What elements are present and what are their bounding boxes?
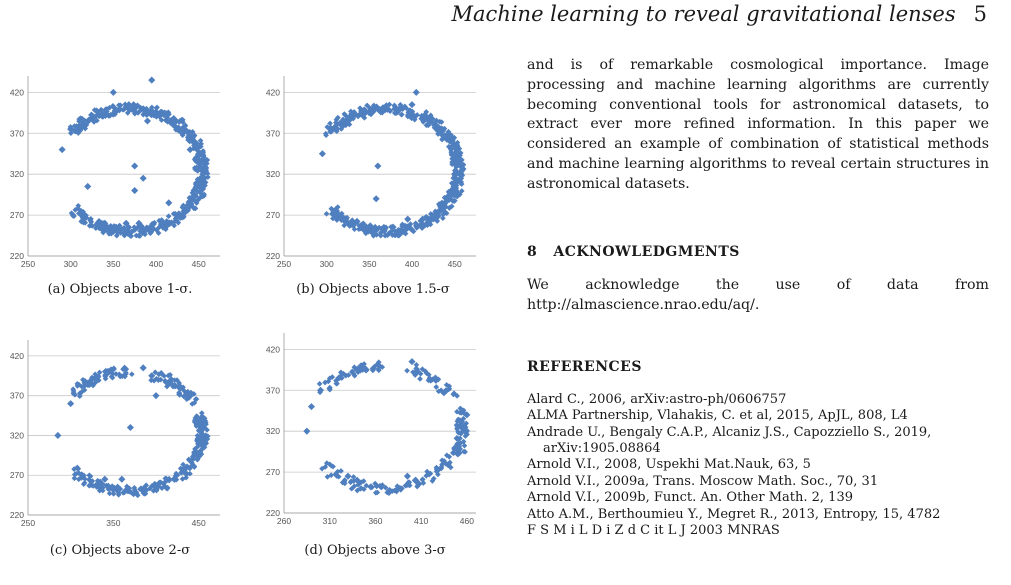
y-tick-label: 420: [265, 344, 280, 355]
y-tick-label: 320: [9, 169, 24, 180]
y-tick-label: 270: [265, 210, 280, 221]
x-tick-label: 450: [191, 518, 206, 528]
figure-caption-a: (a) Objects above 1-σ.: [47, 282, 193, 297]
x-tick-label: 410: [414, 516, 429, 526]
data-point: [404, 368, 410, 374]
figure-panel-b: [260, 70, 482, 270]
data-point: [131, 187, 138, 194]
data-point: [131, 162, 138, 169]
acknowledgments-heading: 8 ACKNOWLEDGMENTS: [527, 243, 740, 260]
y-tick-label: 320: [265, 169, 280, 180]
y-tick-label: 320: [265, 426, 280, 437]
x-tick-label: 400: [404, 259, 420, 269]
data-point: [165, 199, 172, 206]
y-tick-label: 370: [9, 128, 24, 139]
running-title: Machine learning to reveal gravitational lenses: [451, 2, 956, 26]
conclusion-paragraph: and is of remarkable cosmological importance. Image processing and machine learning algorithms are currently becoming conventional tools for astronomical datasets, to extract ever more refined information. In this paper we considered an example of combination of statistical methods and machine learning algorithms to reveal certain structures in astronomical datasets.: [527, 57, 989, 192]
y-tick-label: 370: [9, 390, 24, 401]
data-point: [319, 150, 326, 157]
figure-caption-b: (b) Objects above 1.5-σ: [296, 282, 450, 297]
data-point: [59, 146, 66, 153]
x-tick-label: 300: [319, 259, 334, 269]
running-header: [452, 2, 987, 26]
reference-item: Atto A.M., Berthoumieu Y., Megret R., 2013, Entropy, 15, 4782: [527, 506, 941, 522]
acknowledgments-text: We acknowledge the use of data from http://almascience.nrao.edu/aq/.: [527, 277, 989, 314]
right-column: [527, 56, 989, 539]
data-point: [127, 424, 134, 431]
data-point: [317, 381, 323, 387]
x-tick-label: 250: [20, 259, 36, 269]
reference-item: Arnold V.I., 2009a, Trans. Moscow Math. Soc., 70, 31: [527, 473, 879, 489]
data-point: [303, 428, 310, 435]
reference-item: ALMA Partnership, Vlahakis, C. et al, 2015, ApJL, 808, L4: [527, 408, 908, 424]
data-point: [67, 400, 74, 407]
x-tick-label: 300: [63, 259, 78, 269]
figure-caption-d: (d) Objects above 3-σ: [304, 543, 446, 558]
data-point: [374, 162, 381, 169]
y-tick-label: 420: [9, 87, 24, 98]
x-tick-label: 460: [459, 516, 474, 526]
x-tick-label: 400: [148, 259, 164, 269]
data-point: [140, 364, 147, 371]
x-tick-label: 450: [191, 259, 206, 269]
x-tick-label: 360: [368, 516, 383, 526]
figure-panel-d: [260, 327, 482, 527]
reference-item: F S M i L D i Z d C it L J 2003 MNRAS: [527, 523, 780, 539]
scatter-chart-d: [260, 327, 482, 527]
scatter-chart-a: [4, 70, 226, 270]
y-tick-label: 370: [265, 385, 280, 396]
y-tick-label: 370: [265, 128, 280, 139]
reference-item: Arnold V.I., 2009b, Funct. An. Other Math. 2, 139: [527, 490, 853, 506]
scatter-points: [54, 364, 210, 498]
y-tick-label: 220: [9, 510, 24, 520]
references-heading: REFERENCES: [527, 358, 642, 375]
data-point: [420, 476, 426, 482]
data-point: [54, 432, 61, 439]
data-point: [148, 77, 155, 84]
scatter-chart-c: [4, 334, 226, 529]
y-tick-label: 270: [9, 470, 24, 481]
data-point: [129, 371, 135, 377]
y-tick-label: 270: [265, 467, 280, 478]
scatter-points: [59, 77, 211, 239]
data-point: [118, 476, 125, 483]
page-number: 5: [973, 2, 987, 26]
x-tick-label: 250: [276, 259, 292, 269]
figure-panel-a: [4, 70, 226, 270]
x-tick-label: 310: [322, 516, 337, 526]
data-point: [404, 473, 411, 480]
y-tick-label: 420: [265, 87, 280, 98]
y-tick-label: 420: [9, 350, 24, 361]
data-point: [152, 392, 159, 399]
data-point: [324, 211, 330, 217]
figure-caption-c: (c) Objects above 2-σ: [49, 543, 191, 558]
data-point: [373, 195, 380, 202]
references-list: [527, 392, 989, 540]
data-point: [110, 89, 117, 96]
scatter-chart-b: [260, 70, 482, 270]
reference-item: Alard C., 2006, arXiv:astro-ph/0606757: [527, 391, 787, 407]
data-point: [140, 175, 147, 182]
y-tick-label: 220: [265, 508, 280, 518]
data-point: [107, 491, 113, 497]
y-tick-label: 220: [9, 251, 24, 261]
scatter-points: [319, 89, 467, 239]
data-point: [308, 403, 315, 410]
data-point: [413, 89, 420, 96]
x-tick-label: 350: [106, 259, 121, 269]
reference-item: Andrade U., Bengaly C.A.P., Alcaniz J.S., Capozziello S., 2019, arXiv:1905.08864: [527, 424, 932, 456]
y-tick-label: 320: [9, 430, 24, 441]
data-point: [417, 376, 423, 382]
x-tick-label: 260: [276, 516, 292, 526]
x-tick-label: 350: [362, 259, 377, 269]
y-tick-label: 220: [265, 251, 280, 261]
x-tick-label: 450: [447, 259, 462, 269]
data-point: [408, 101, 415, 108]
figure-panel-c: [4, 334, 226, 529]
x-tick-label: 350: [106, 518, 121, 528]
data-point: [144, 117, 151, 124]
data-point: [84, 183, 91, 190]
y-tick-label: 270: [9, 210, 24, 221]
x-tick-label: 250: [20, 518, 36, 528]
reference-item: Arnold V.I., 2008, Uspekhi Mat.Nauk, 63, 5: [527, 457, 811, 473]
scatter-points: [303, 358, 470, 496]
